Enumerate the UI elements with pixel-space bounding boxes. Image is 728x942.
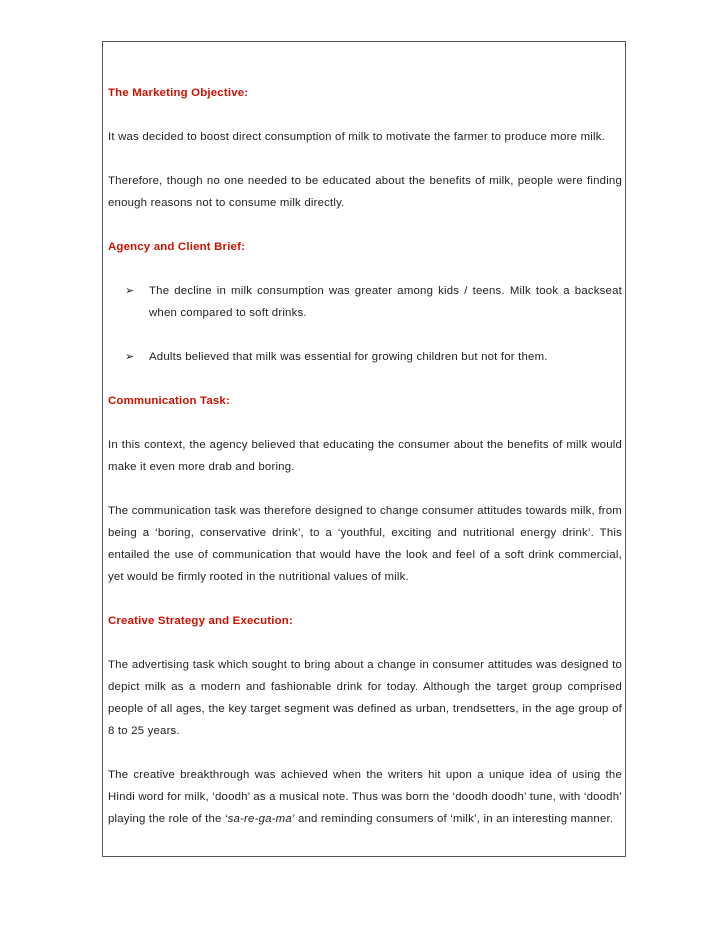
paragraph-communication-task-1: In this context, the agency believed that educating the consumer about the benefits of milk would make it even more drab and boring.	[108, 439, 622, 473]
emphasis-sa-re-ga-ma: ‘sa-re-ga-ma’	[224, 813, 295, 825]
bullet-text: Adults believed that milk was essential for growing children but not for them.	[149, 351, 548, 363]
paragraph-marketing-objective-1: It was decided to boost direct consumption of milk to motivate the farmer to produce more milk.	[108, 131, 605, 143]
arrow-bullet-icon: ➢	[125, 285, 135, 297]
paragraph-communication-task-2: The communication task was therefore designed to change consumer attitudes towards milk, from being a ‘boring, conservative drink’, to a ‘youthful, exciting and nutritional energy drink’. This entailed the use of communication that would have the look and feel of a soft drink commercial, yet would be firmly rooted in the nutritional values of milk.	[108, 505, 622, 583]
bullet-list-agency-brief	[108, 280, 622, 368]
paragraph-creative-strategy-1: The advertising task which sought to bring about a change in consumer attitudes was designed to depict milk as a modern and fashionable drink for today. Although the target group comprised people of all ages, the key target segment was defined as urban, trendsetters, in the age group of 8 to 25 years.	[108, 659, 622, 737]
heading-agency-brief: Agency and Client Brief:	[108, 241, 246, 253]
arrow-bullet-icon: ➢	[125, 351, 135, 363]
paragraph-text: The creative breakthrough was achieved when the writers hit upon a unique idea of using the Hindi word for milk, ‘doodh’ as a musical note. Thus was born the ‘doodh doodh’ tune, with ‘doodh’ playing the role of the	[108, 769, 622, 825]
bullet-item	[108, 346, 622, 368]
paragraph-creative-strategy-2	[108, 764, 622, 830]
paragraph-text: and reminding consumers of ‘milk’, in an interesting manner.	[294, 813, 614, 825]
heading-communication-task: Communication Task:	[108, 395, 230, 407]
paragraph-marketing-objective-2: Therefore, though no one needed to be educated about the benefits of milk, people were finding enough reasons not to consume milk directly.	[108, 175, 622, 209]
document-body	[108, 82, 622, 852]
bullet-text: The decline in milk consumption was greater among kids / teens. Milk took a backseat when compared to soft drinks.	[149, 285, 622, 319]
heading-marketing-objective: The Marketing Objective:	[108, 87, 249, 99]
heading-creative-strategy: Creative Strategy and Execution:	[108, 615, 293, 627]
bullet-item	[108, 280, 622, 324]
